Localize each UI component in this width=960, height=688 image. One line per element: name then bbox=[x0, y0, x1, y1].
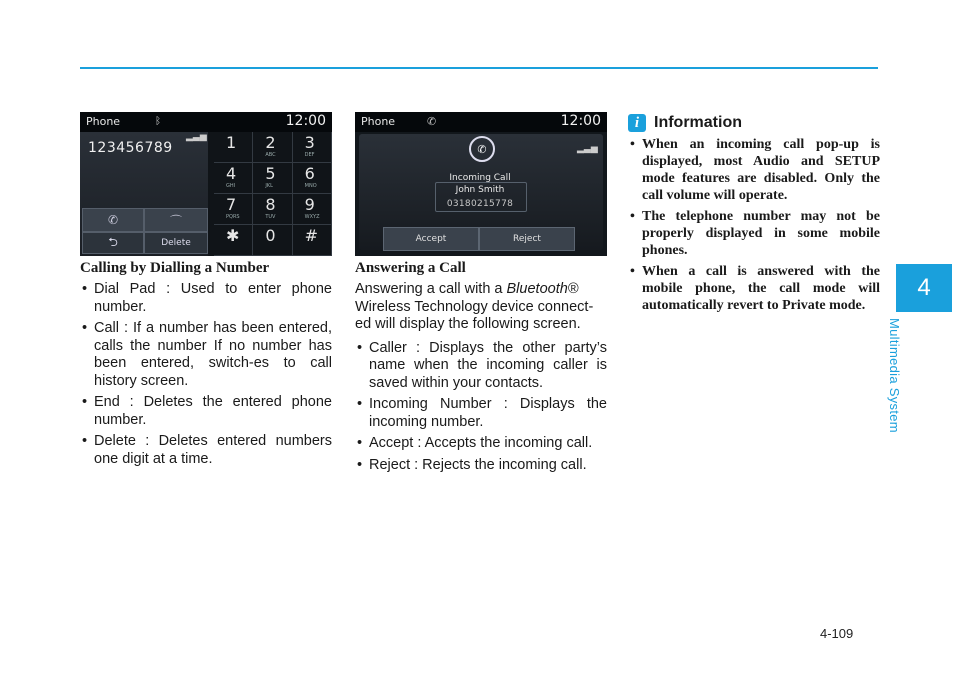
list-item: • Incoming Number : Displays the incoming number. bbox=[355, 396, 607, 431]
column-information bbox=[628, 112, 880, 318]
back-button[interactable] bbox=[82, 232, 144, 254]
section-heading: Calling by Dialling a Number bbox=[80, 260, 270, 276]
column-dialling bbox=[80, 112, 332, 472]
bluetooth-icon: ᛒ bbox=[155, 116, 161, 127]
information-list bbox=[628, 136, 880, 314]
information-header bbox=[628, 114, 880, 132]
phone-icon: ✆ bbox=[107, 213, 119, 227]
dial-screen bbox=[80, 112, 332, 256]
dial-key[interactable]: 6 MNO bbox=[293, 163, 332, 194]
delete-button[interactable] bbox=[144, 232, 208, 254]
back-arrow-icon: ⮌ bbox=[108, 234, 118, 249]
chapter-label-container bbox=[887, 318, 924, 448]
incoming-phone-icon: ✆ bbox=[469, 136, 495, 162]
dial-key[interactable]: 1 bbox=[214, 132, 253, 163]
list-item: • When an incoming call pop-up is displayed, most Audio and SETUP mode features are disabled. Only the call volume will operate. bbox=[628, 136, 880, 204]
dial-pad bbox=[214, 132, 332, 256]
dial-key[interactable]: 2 ABC bbox=[253, 132, 292, 163]
list-item: • Delete : Deletes entered numbers one digit at a time. bbox=[80, 433, 332, 468]
reject-label: Reject bbox=[513, 234, 541, 244]
chapter-label: Multimedia System bbox=[887, 318, 902, 433]
column-answering bbox=[355, 112, 607, 478]
top-rule bbox=[80, 67, 878, 69]
information-title: Information bbox=[654, 114, 742, 131]
list-item: • Accept : Accepts the incoming call. bbox=[355, 435, 607, 453]
screen-title: Phone bbox=[86, 115, 121, 128]
dial-key[interactable]: 9 WXYZ bbox=[293, 194, 332, 225]
accept-label: Accept bbox=[415, 234, 447, 244]
chapter-tab bbox=[896, 264, 952, 312]
list-item: • The telephone number may not be properly displayed in some mobile phones. bbox=[628, 208, 880, 259]
bullet-list bbox=[355, 340, 607, 475]
reject-button[interactable] bbox=[479, 227, 575, 251]
screen-clock: 12:00 bbox=[560, 113, 601, 129]
caller-name: John Smith bbox=[455, 185, 505, 195]
info-icon: i bbox=[628, 114, 646, 132]
dial-key[interactable]: # bbox=[293, 225, 332, 256]
incoming-call-label: Incoming Call bbox=[449, 173, 511, 183]
call-status-icon: ✆ bbox=[427, 115, 437, 128]
chapter-number: 4 bbox=[917, 274, 931, 301]
end-button[interactable] bbox=[144, 208, 208, 232]
hangup-icon: ⌒ bbox=[169, 213, 182, 228]
dial-key[interactable]: 4 GHI bbox=[214, 163, 253, 194]
signal-icon: ▂▃▅ bbox=[577, 144, 598, 154]
dial-key[interactable]: ✱ bbox=[214, 225, 253, 256]
screen-title: Phone bbox=[361, 115, 396, 128]
bluetooth-brand: Bluetooth® bbox=[506, 281, 579, 297]
list-item: • Caller : Displays the other party’s name when the incoming caller is saved within your contacts. bbox=[355, 340, 607, 393]
dial-key[interactable]: 5 JKL bbox=[253, 163, 292, 194]
incoming-call-screen bbox=[355, 112, 607, 256]
list-item: • End : Deletes the entered phone number. bbox=[80, 394, 332, 429]
list-item: • Dial Pad : Used to enter phone number. bbox=[80, 281, 332, 316]
dial-key[interactable]: 3 DEF bbox=[293, 132, 332, 163]
caller-number: 03180215778 bbox=[446, 199, 514, 209]
list-item: • Reject : Rejects the incoming call. bbox=[355, 457, 607, 475]
dialed-number: 123456789 bbox=[88, 140, 173, 156]
dial-key[interactable]: 8 TUV bbox=[253, 194, 292, 225]
call-button[interactable] bbox=[82, 208, 144, 232]
intro-text: Answering a call with a bbox=[355, 281, 507, 297]
signal-icon: ▂▃▅ bbox=[186, 132, 207, 142]
screen-clock: 12:00 bbox=[285, 113, 326, 129]
dial-key[interactable]: 0 bbox=[253, 225, 292, 256]
bullet-list bbox=[80, 281, 332, 468]
delete-label: Delete bbox=[161, 238, 191, 248]
intro-paragraph bbox=[355, 281, 607, 334]
dial-key[interactable]: 7 PQRS bbox=[214, 194, 253, 225]
list-item: • When a call is answered with the mobile phone, the call mode will automatically revert to Private mode. bbox=[628, 263, 880, 314]
accept-button[interactable] bbox=[383, 227, 479, 251]
page-number: 4-109 bbox=[820, 626, 854, 641]
section-heading: Answering a Call bbox=[355, 260, 466, 276]
intro-text: Wireless Technology device connect-ed will display the following screen. bbox=[355, 298, 594, 332]
list-item: • Call : If a number has been entered, calls the number If no number has been entered, switch-es to call history screen. bbox=[80, 320, 332, 390]
